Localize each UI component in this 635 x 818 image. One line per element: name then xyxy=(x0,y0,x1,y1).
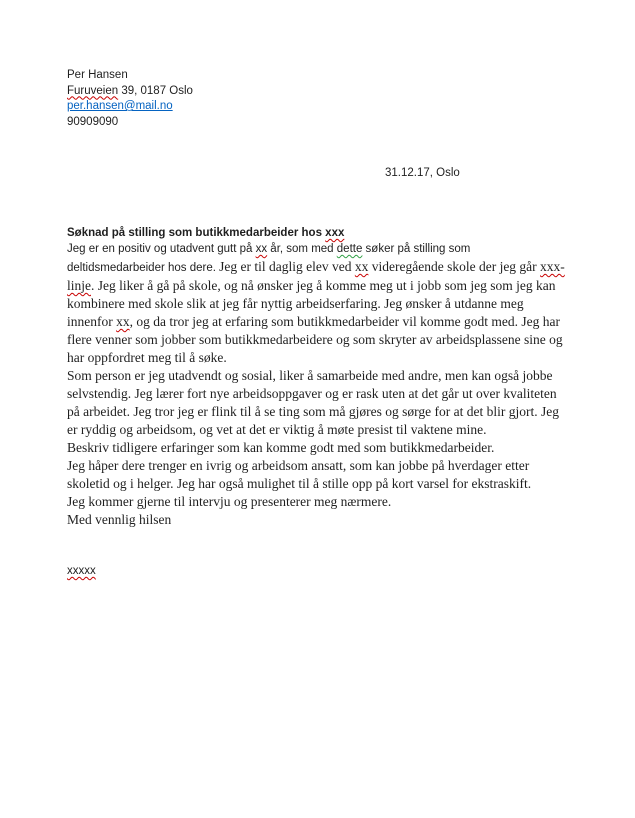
misspelled-word: xx xyxy=(116,314,130,329)
sender-name: Per Hansen xyxy=(67,69,128,81)
text-run: , og da tror jeg at erfaring som butikkmedarbeider vil komme godt med. Jeg har flere venner som jobber som butikkmedarbeidere og som skryter av arbeidsplassene sine og har oppfordret meg til å søke. xyxy=(67,314,563,365)
sender-block xyxy=(67,68,571,130)
grammar-flagged-word: dette xyxy=(336,243,363,255)
text-run: Jeg er til daglig elev ved xyxy=(219,259,355,274)
paragraph-availability: Jeg håper dere trenger en ivrig og arbeidsom ansatt, som kan jobbe på hverdager etter skoletid og i helger. Jeg har også mulighet til å stille opp på kort varsel for ekstraskift. xyxy=(67,458,532,491)
paragraph-intro-serif-part xyxy=(67,259,565,365)
text-run: Jeg er en positiv og utadvent gutt på xyxy=(67,243,256,255)
subject-placeholder-misspelled: xxx xyxy=(325,227,345,239)
signature-placeholder xyxy=(67,565,571,577)
dateline: 31.12.17, Oslo xyxy=(385,167,460,179)
text-run: år, som med xyxy=(267,243,337,255)
paragraph-interview: Jeg kommer gjerne til intervju og presenterer meg nærmere. xyxy=(67,494,392,509)
sender-email-row xyxy=(67,99,571,115)
paragraph-personal-qualities: Som person er jeg utadvendt og sosial, liker å samarbeide med andre, men kan også jobbe selvstendig. Jeg lærer fort nye arbeidsoppgaver og er rask uten at det går ut over kvaliteten på arbeidet. Jeg tror jeg er flink til å se ting som må gjøres og sørge for at det blir gjort. Jeg er ryddig og arbeidsom, og vet at det er viktig å møte presist til vaktene mine. xyxy=(67,368,559,437)
misspelled-word: xx xyxy=(255,243,268,255)
text-run: søker på stilling som deltidsmedarbeider hos dere. xyxy=(67,243,471,274)
paragraph-prompt: Beskriv tidligere erfaringer som kan komme godt med som butikkmedarbeider. xyxy=(67,440,495,455)
subject-text: Søknad på stilling som butikkmedarbeider hos xyxy=(67,227,326,239)
text-run: videregående skole der jeg går xyxy=(368,259,541,274)
sender-street-misspelled: Furuveien xyxy=(67,84,119,97)
sender-address-rest: 39, 0187 Oslo xyxy=(118,84,193,97)
misspelled-word: xxx-linje xyxy=(67,259,565,293)
sender-email-link[interactable]: per.hansen@mail.no xyxy=(67,100,173,112)
sender-address xyxy=(67,84,571,100)
text-run: . Jeg liker å gå på skole, og nå ønsker jeg å komme meg ut i jobb som jeg som jeg kan kombinere med skole slik at jeg får nyttig arbeidserfaring. Jeg ønsker å utdanne meg innenfor xyxy=(67,278,556,329)
signature-misspelled: xxxxx xyxy=(67,565,96,577)
subject-line xyxy=(67,227,571,239)
paragraph-intro xyxy=(67,239,571,367)
misspelled-word: xx xyxy=(354,259,369,274)
sender-phone: 90909090 xyxy=(67,115,119,128)
closing-salutation: Med vennlig hilsen xyxy=(67,512,172,527)
